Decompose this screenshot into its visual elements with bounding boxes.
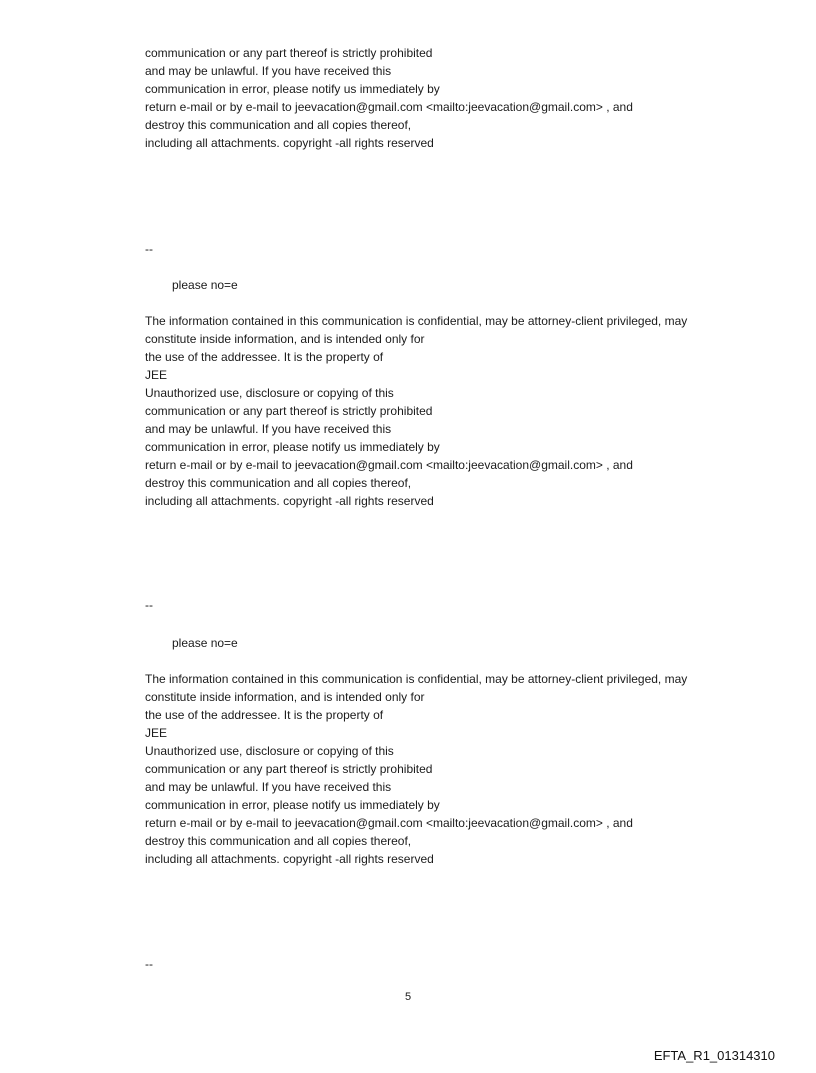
text-line: constitute inside information, and is intended only for (145, 332, 425, 346)
text-line: JEE (145, 726, 168, 740)
separator-dashes (145, 596, 153, 614)
text-line: including all attachments. copyright -all rights reserved (145, 136, 434, 150)
text-line: communication in error, please notify us immediately by (145, 82, 440, 96)
text-line: -- (145, 957, 153, 971)
text-line: including all attachments. copyright -all rights reserved (145, 852, 434, 866)
please-note-line (172, 276, 238, 294)
text-line: return e-mail or by e-mail to jeevacation@gmail.com <mailto:jeevacation@gmail.com> , and (145, 816, 633, 830)
disclaimer-full (145, 670, 687, 868)
text-line: the use of the addressee. It is the property of (145, 708, 384, 722)
text-line: destroy this communication and all copies thereof, (145, 834, 412, 848)
text-line: communication or any part thereof is strictly prohibited (145, 762, 433, 776)
text-line: JEE (145, 368, 168, 382)
text-line: and may be unlawful. If you have received this (145, 780, 392, 794)
text-line: -- (145, 242, 153, 256)
disclaimer-fragment (145, 44, 633, 152)
text-line: please no=e (172, 636, 238, 650)
text-line: destroy this communication and all copies thereof, (145, 476, 412, 490)
text-line: The information contained in this communication is confidential, may be attorney-client privileged, may (145, 672, 688, 686)
text-line: return e-mail or by e-mail to jeevacation@gmail.com <mailto:jeevacation@gmail.com> , and (145, 458, 633, 472)
text-line: and may be unlawful. If you have received this (145, 64, 392, 78)
text-line: communication in error, please notify us immediately by (145, 798, 440, 812)
bates-number: EFTA_R1_01314310 (653, 1048, 775, 1063)
text-line: and may be unlawful. If you have received this (145, 422, 392, 436)
page-number: 5 (404, 991, 412, 1003)
text-line: constitute inside information, and is intended only for (145, 690, 425, 704)
separator-dashes (145, 955, 153, 973)
text-line: Unauthorized use, disclosure or copying of this (145, 386, 394, 400)
text-line: communication in error, please notify us immediately by (145, 440, 440, 454)
separator-dashes (145, 240, 153, 258)
text-line: -- (145, 598, 153, 612)
text-line: return e-mail or by e-mail to jeevacation@gmail.com <mailto:jeevacation@gmail.com> , and (145, 100, 633, 114)
text-line: The information contained in this communication is confidential, may be attorney-client privileged, may (145, 314, 688, 328)
text-line: communication or any part thereof is strictly prohibited (145, 404, 433, 418)
please-note-line (172, 634, 238, 652)
text-line: please no=e (172, 278, 238, 292)
disclaimer-full (145, 312, 687, 510)
text-line: destroy this communication and all copies thereof, (145, 118, 412, 132)
text-line: communication or any part thereof is strictly prohibited (145, 46, 433, 60)
text-line: including all attachments. copyright -all rights reserved (145, 494, 434, 508)
text-line: Unauthorized use, disclosure or copying of this (145, 744, 394, 758)
text-line: the use of the addressee. It is the property of (145, 350, 384, 364)
